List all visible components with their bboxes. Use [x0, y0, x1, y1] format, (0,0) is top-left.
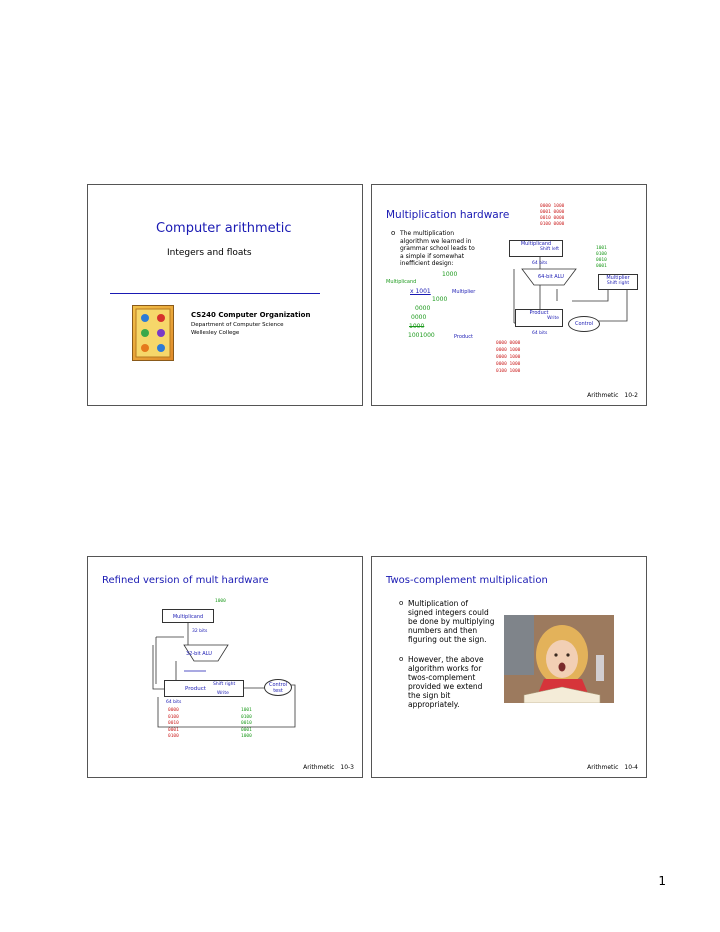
department: Department of Computer Science: [191, 322, 284, 328]
slide-twos-complement-multiplication: [371, 556, 647, 778]
example-partial: 0000: [415, 305, 431, 312]
multiplicand-register: Multiplicand: [162, 609, 214, 623]
bits-label: 64 bits: [166, 700, 182, 705]
bullet-marker: o: [399, 655, 404, 663]
bullet-marker: o: [399, 599, 404, 607]
alu-label: 32-bit ALU: [186, 651, 212, 657]
slide-title: Refined version of mult hardware: [102, 575, 269, 586]
slide-footer: Arithmetic 10-3: [303, 764, 354, 771]
product-register: Product Write: [515, 309, 563, 327]
alu-label: 64-bit ALU: [538, 274, 564, 280]
bullet-twos-complement: o However, the above algorithm works for twos-complement provided we extend the sign bit appropriately.: [399, 655, 484, 709]
course-name: CS240 Computer Organization: [191, 311, 311, 319]
bits-label: 64 bits: [532, 331, 548, 336]
control-wire: [88, 557, 363, 778]
slide-subtitle: Integers and floats: [167, 248, 252, 258]
slide-footer: Arithmetic 10-4: [587, 764, 638, 771]
example-partial: 1000: [409, 323, 425, 330]
slide-computer-arithmetic: [87, 184, 363, 406]
example-multiplier: x 1001: [410, 288, 431, 295]
student-photo-art: [504, 615, 614, 703]
slide-title: Twos-complement multiplication: [386, 575, 548, 586]
multiplier-register: Multiplier Shift right: [598, 274, 638, 290]
page-number: 1: [658, 874, 666, 888]
multiplicand-register: Multiplicand Shift left: [509, 240, 563, 257]
example-partial: 1000: [432, 296, 448, 303]
slide-refined-mult-hardware: [87, 556, 363, 778]
example-product-label: Product: [454, 334, 473, 340]
bits-label: 32 bits: [192, 629, 208, 634]
example-product: 1001000: [408, 332, 435, 339]
college: Wellesley College: [191, 330, 240, 336]
example-partial: 0000: [411, 314, 427, 321]
multiplicand-trace: 1000: [215, 599, 226, 604]
bullet-signed-integers: o Multiplication of signed integers could be done by multiplying numbers and then figuring out the sign.: [399, 599, 495, 644]
slide-title: Computer arithmetic: [156, 221, 292, 236]
example-multiplier-label: Multiplier: [452, 289, 476, 295]
product-register: Product Shift right Write: [164, 680, 244, 697]
control-unit: Control: [568, 316, 600, 332]
bullet-marker: o: [391, 229, 396, 237]
bits-label: 64 bits: [532, 261, 548, 266]
product-right-trace: 1001 0100 0010 0001 1000: [241, 708, 252, 739]
product-trace: 0000 0000 0000 1000 0000 1000 0000 1000 0100 1000: [496, 341, 521, 374]
student-photo: [504, 615, 614, 703]
product-left-trace: 0000 0100 0010 0001 0100: [168, 708, 179, 739]
top-trace: 0000 1000 0001 0000 0010 0000 0100 0000: [540, 204, 565, 227]
slide-multiplication-hardware: [371, 184, 647, 406]
multiplier-trace: 1001 0100 0010 0001: [596, 246, 607, 269]
slide-title: Multiplication hardware: [386, 209, 510, 221]
title-divider: [110, 293, 320, 294]
slide-footer: Arithmetic 10-2: [587, 392, 638, 399]
example-multiplicand: 1000: [442, 271, 458, 278]
example-multiplicand-label: Multiplicand: [386, 279, 417, 285]
book-cover-art: [133, 306, 173, 360]
book-cover-image: [132, 305, 174, 361]
bullet-text: o The multiplication algorithm we learned in grammar school leads to a simple if somewhat inefficient design:: [391, 229, 475, 267]
control-test-unit: Control test: [264, 679, 292, 696]
